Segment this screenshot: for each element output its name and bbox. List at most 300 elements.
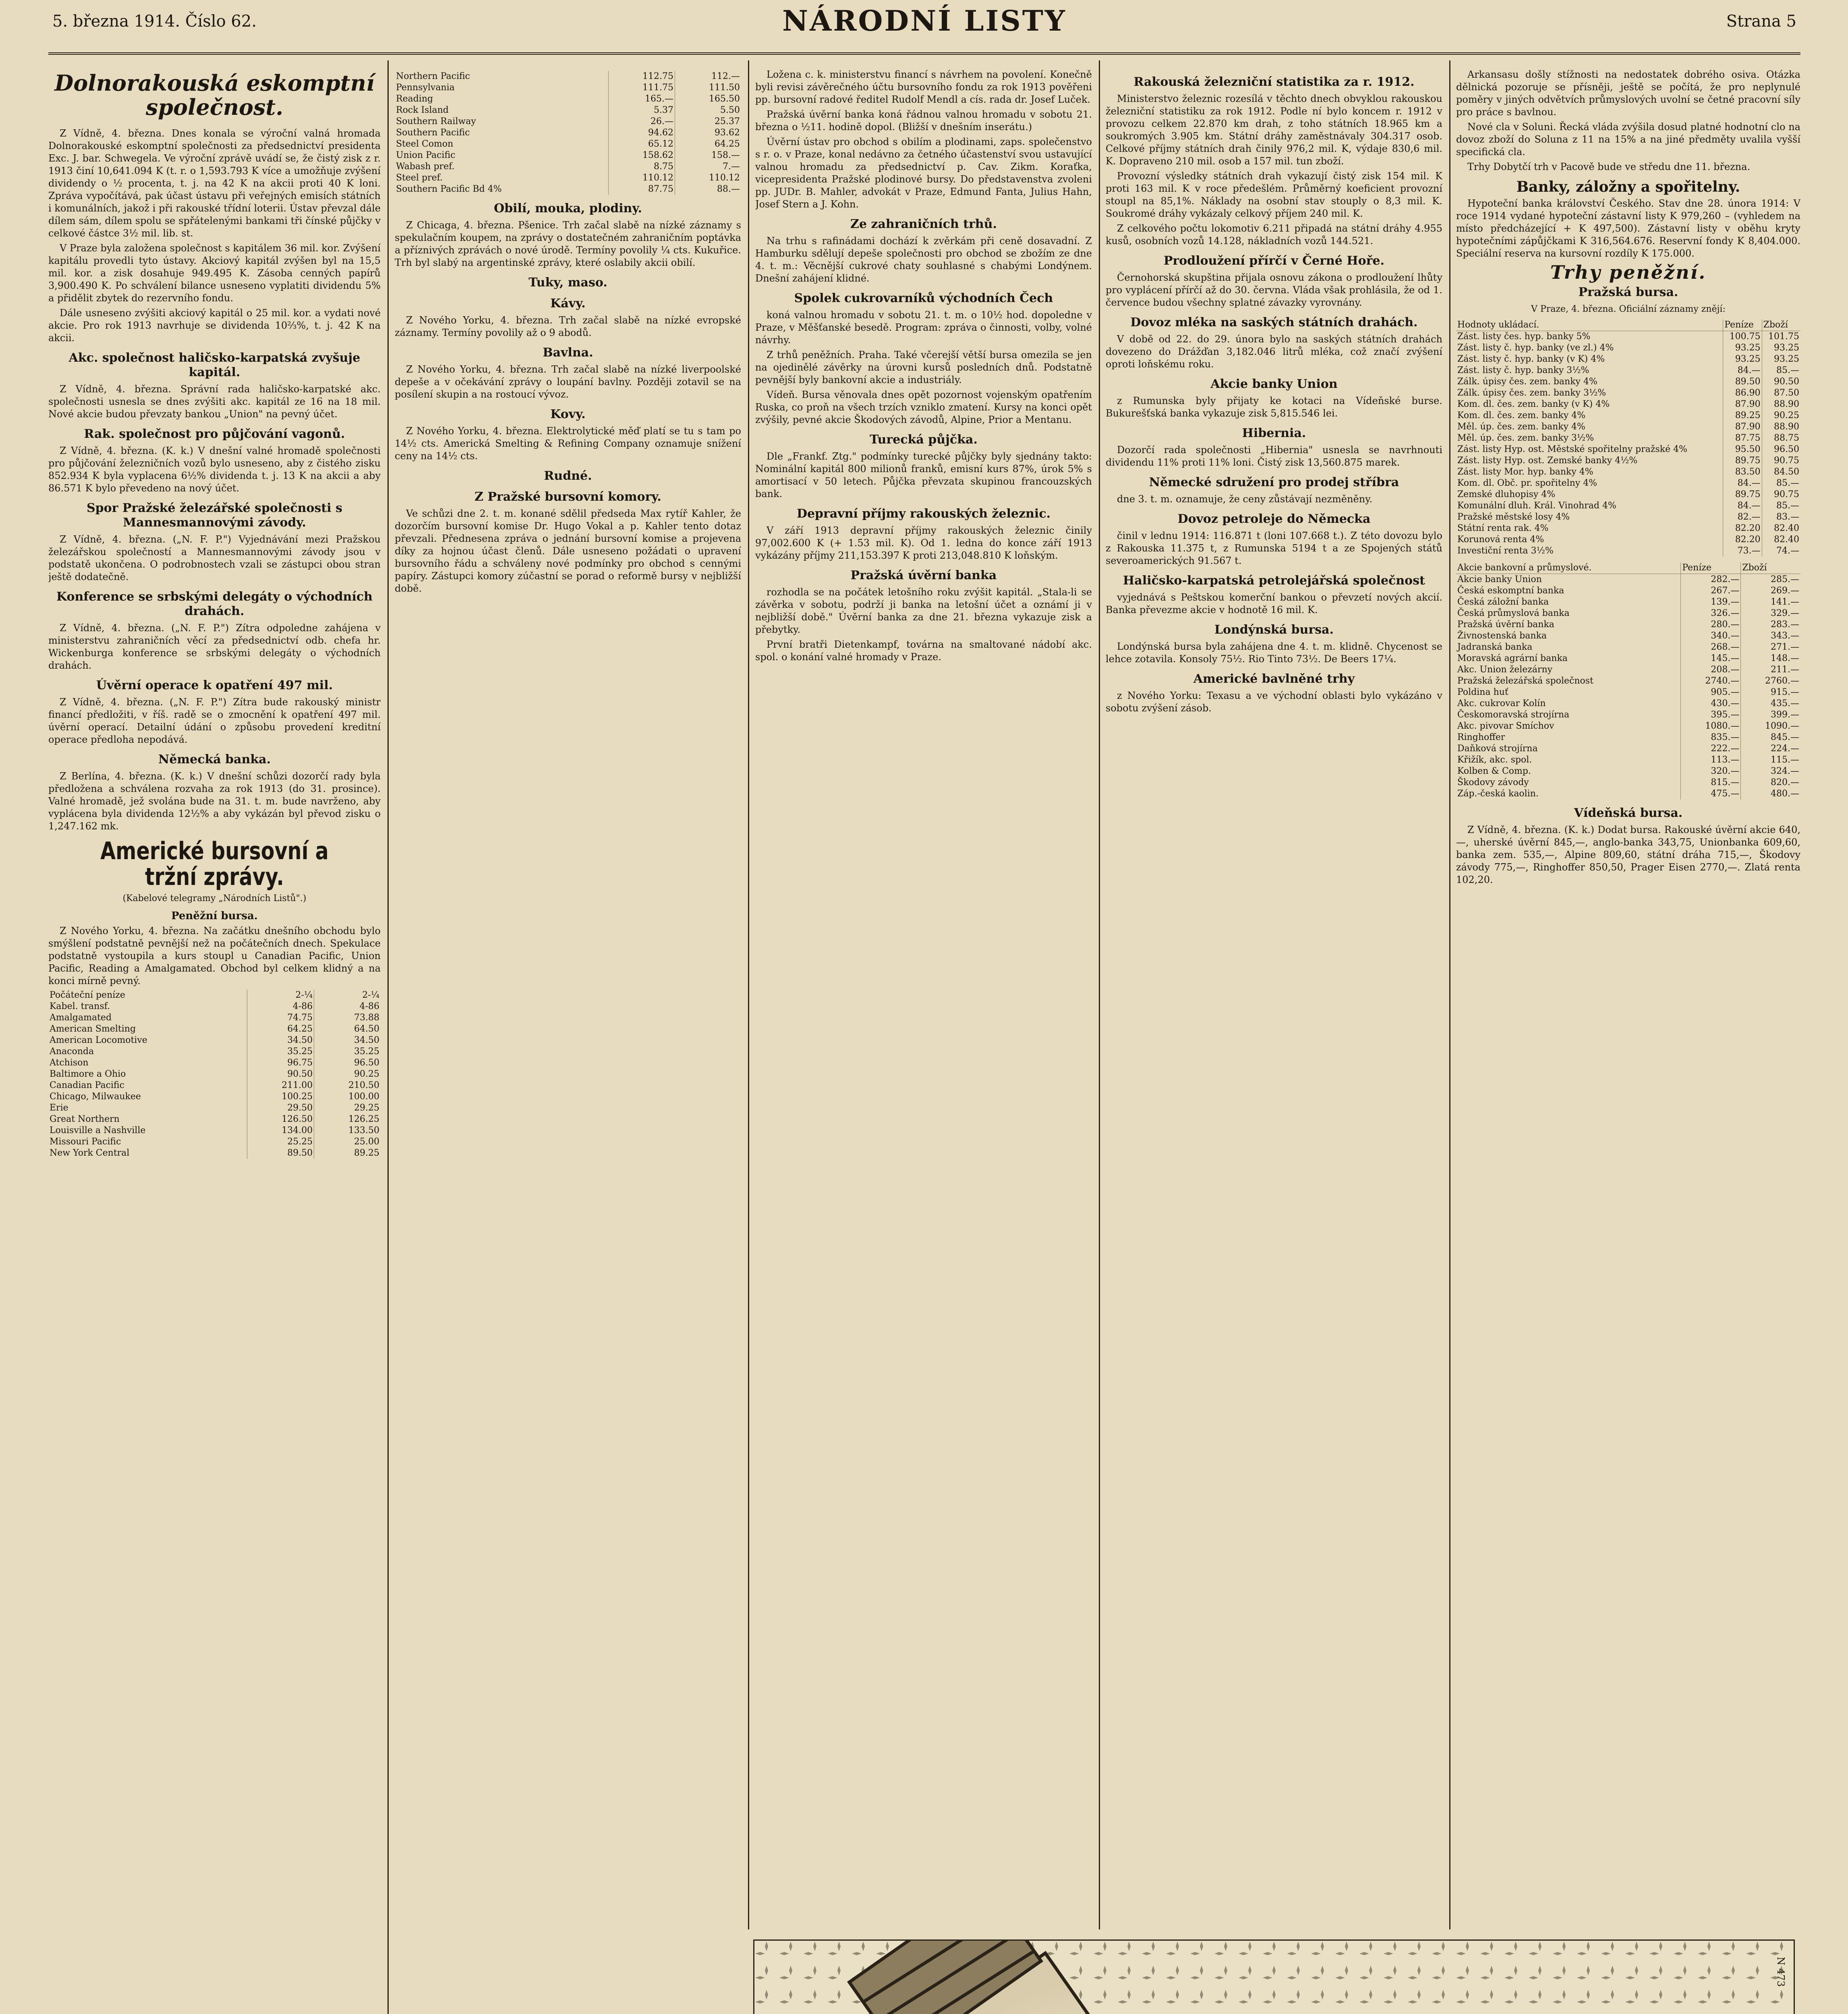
table-header: Peníze bbox=[1723, 319, 1762, 331]
article-headline: Rak. společnost pro půjčování vagonů. bbox=[84, 427, 345, 441]
column-3 bbox=[755, 68, 1092, 1929]
security-name-cell: Záp.-česká kaolin. bbox=[1456, 788, 1681, 800]
price-cell: 211.00 bbox=[247, 1080, 314, 1091]
price-cell: 85.— bbox=[1776, 478, 1799, 488]
security-name-cell: Wabash pref. bbox=[395, 161, 608, 172]
price-cell: 87.75 bbox=[608, 184, 675, 195]
article-text: Z celkového počtu lokomotiv 6.211 připadá na státní dráhy 4.955 kusů, osobních vozů 14.128, nákladních vozů 144.521. bbox=[1106, 223, 1442, 247]
price-cell: 112.75 bbox=[608, 71, 675, 82]
article-text: z Nového Yorku: Texasu a ve východní oblasti bylo vykázáno v sobotu zvýšení zásob. bbox=[1106, 690, 1442, 714]
price-cell: 84.— bbox=[1723, 365, 1762, 376]
price-cell: 148.— bbox=[1771, 653, 1799, 663]
price-cell: 326.— bbox=[1681, 608, 1741, 619]
article-headline: Haličsko-karpatská petrolejářská společnost bbox=[1123, 574, 1425, 588]
security-name-cell: Union Pacific bbox=[395, 150, 608, 161]
security-name-cell: Komunální dluh. Král. Vinohrad 4% bbox=[1456, 500, 1723, 512]
security-name-cell: Baltimore a Ohio bbox=[48, 1069, 247, 1080]
price-cell: 90.50 bbox=[247, 1069, 314, 1080]
table-row bbox=[48, 990, 381, 1001]
price-cell: 111.50 bbox=[709, 83, 740, 93]
table-row bbox=[1456, 523, 1800, 534]
article-headline: Depravní příjmy rakouských železnic. bbox=[796, 507, 1051, 521]
price-cell: 111.75 bbox=[608, 82, 675, 93]
security-name-cell: Southern Railway bbox=[395, 116, 608, 127]
section-subtitle: (Kabelové telegramy „Národních Listů".) bbox=[122, 893, 307, 903]
price-cell: 329.— bbox=[1771, 608, 1799, 618]
price-cell: 87.75 bbox=[1723, 433, 1762, 444]
security-name-cell: Korunová renta 4% bbox=[1456, 534, 1723, 545]
price-cell: 815.— bbox=[1681, 777, 1741, 788]
price-cell: 29.50 bbox=[247, 1102, 314, 1114]
price-cell: 285.— bbox=[1771, 574, 1799, 584]
price-cell: 100.25 bbox=[247, 1091, 314, 1102]
price-cell: 211.— bbox=[1771, 665, 1799, 675]
article-text: Dále usneseno zvýšiti akciový kapitál o 25 mil. kor. a vydati nové akcie. Pro rok 1913 navrhuje se dividenda 10⅔%, t. j. 42 K na akcii. bbox=[48, 307, 381, 344]
price-cell: 83.— bbox=[1776, 512, 1799, 522]
table-row bbox=[1456, 455, 1800, 466]
article-text: činil v lednu 1914: 116.871 t (loni 107.668 t.). Z této dovozu bylo z Rakouska 11.375 t, z Rumunska 5194 t a ze Spojených států severoamerických 91.567 t. bbox=[1106, 530, 1442, 566]
price-cell: 5.50 bbox=[720, 105, 740, 115]
table-row bbox=[1456, 687, 1800, 698]
price-cell: 100.75 bbox=[1723, 331, 1762, 343]
price-cell: 82.40 bbox=[1774, 523, 1799, 533]
article-text: Z Vídně, 4. března. (K. k.) Dodat bursa. Rakouské úvěrní akcie 640,—, uherské úvěrní 845,—, anglo-banka 343,75, Unionbanka 609,60, banka zem. 535,—, Alpine 809,60, státní dráha 715,—, Škodovy závody 775,—, Ringhoffer 850,50, Prager Eisen 2770,—. Zlatá renta 102,20. bbox=[1456, 824, 1800, 885]
table-row bbox=[1456, 766, 1800, 777]
table-header: Akcie bankovní a průmyslové. bbox=[1456, 562, 1681, 574]
article-text: Na trhu s rafinádami dochází k zvěrkám při ceně dosavadní. Z Hamburku sdělují depeše společnosti pro obchod se zbožím ze dne 4. t. m.: Věcnější cukrové chaty souhlasné s chabými Londýnem. Dnešní zahájení klidné. bbox=[755, 235, 1092, 284]
price-cell: 2740.— bbox=[1681, 675, 1741, 687]
security-name-cell: Northern Pacific bbox=[395, 71, 608, 82]
article-headline: Dovoz petroleje do Německa bbox=[1177, 512, 1371, 526]
price-cell: 399.— bbox=[1771, 710, 1799, 720]
table-row bbox=[1456, 630, 1800, 642]
table-header: Zboží bbox=[1762, 319, 1800, 331]
price-cell: 93.25 bbox=[1774, 343, 1799, 353]
price-cell: 4-86 bbox=[247, 1001, 314, 1012]
price-cell: 96.75 bbox=[247, 1057, 314, 1069]
security-name-cell: Zálk. úpisy čes. zem. banky 4% bbox=[1456, 376, 1723, 387]
price-cell: 208.— bbox=[1681, 664, 1741, 675]
security-name-cell: New York Central bbox=[48, 1148, 247, 1159]
price-cell: 93.25 bbox=[1723, 354, 1762, 365]
article-headline: Hibernia. bbox=[1242, 426, 1306, 440]
table-row bbox=[48, 1046, 381, 1057]
security-name-cell: Pennsylvania bbox=[395, 82, 608, 93]
price-cell: 340.— bbox=[1681, 630, 1741, 642]
security-name-cell: Zálk. úpisy čes. zem. banky 3½% bbox=[1456, 387, 1723, 399]
price-cell: 324.— bbox=[1771, 766, 1799, 776]
security-name-cell: Kolben & Comp. bbox=[1456, 766, 1681, 777]
table-row bbox=[1456, 376, 1800, 387]
column-4 bbox=[1106, 68, 1442, 1929]
price-cell: 158.— bbox=[711, 150, 740, 160]
price-cell: 90.50 bbox=[1774, 377, 1799, 387]
table-row bbox=[1456, 331, 1800, 343]
security-name-cell: Zást. listy č. hyp. banky 3½% bbox=[1456, 365, 1723, 376]
article-headline: Vídeňská bursa. bbox=[1574, 806, 1683, 820]
price-cell: 5.37 bbox=[608, 105, 675, 116]
table-row bbox=[1456, 444, 1800, 455]
page-number: Strana 5 bbox=[1726, 12, 1796, 31]
article-text: Provozní výsledky státních drah vykazují čistý zisk 154 mil. K proti 163 mil. K v roce předešlém. Průměrný koeficient provozní stoupl na 85,1%. Náklady na osobní stav stouply o 8,3 mil. K. Soukromé dráhy vykázaly celkový příjem 240 mil. K. bbox=[1106, 170, 1442, 219]
table-row bbox=[395, 139, 741, 150]
table-row bbox=[48, 1069, 381, 1080]
table-row bbox=[395, 82, 741, 93]
price-cell: 64.25 bbox=[715, 139, 740, 149]
security-name-cell: Zást. listy č. hyp. banky (v K) 4% bbox=[1456, 354, 1723, 365]
article-text: Z Vídně, 4. března. Dnes konala se výroční valná hromada Dolnorakouské eskomptní společnosti za předsednictví presidenta Exc. J. bar. Schwegela. Ve výroční zprávě uvádí se, že čistý zisk z r. 1913 činí 10,641.094 K (t. r. o 1,593.793 K více a umožňuje zvýšení dividendy o ½ procenta, t. j. na 42 K na akcii proti 40 K loni. Zpráva vypočítává, pak účast ústavu při veřejných emisích státních i komunálních, jakož i při rakouské třídní loterii. Ústav převzal dále dílem sám, dílem spolu se spřátelenými bankami tři čínské půjčky v celkové částce 3½ mil. lib. st. bbox=[48, 128, 381, 239]
security-name-cell: Zást. listy čes. hyp. banky 5% bbox=[1456, 331, 1723, 343]
column-rule bbox=[1099, 60, 1100, 1929]
security-name-cell: Jadranská banka bbox=[1456, 642, 1681, 653]
security-name-cell: Akc. cukrovar Kolín bbox=[1456, 698, 1681, 709]
price-cell: 95.50 bbox=[1723, 444, 1762, 455]
article-headline: Akc. společnost haličsko-karpatská zvyšuje kapitál. bbox=[68, 351, 360, 379]
table-row bbox=[395, 116, 741, 127]
price-cell: 88.90 bbox=[1774, 422, 1799, 432]
price-cell: 113.— bbox=[1681, 754, 1741, 766]
table-row bbox=[48, 1057, 381, 1069]
article-text: Z trhů peněžních. Praha. Také včerejší větší bursa omezila se jen na ojedinělé závěrky na úrovni kursů posledních dnů. Podstatně pevnější byly bankovní akcie a industriály. bbox=[755, 349, 1092, 385]
table-row bbox=[1456, 354, 1800, 365]
security-name-cell: Českomoravská strojírna bbox=[1456, 709, 1681, 721]
price-cell: 435.— bbox=[1771, 698, 1799, 709]
table-row bbox=[1456, 433, 1800, 444]
security-name-cell: Zást. listy Mor. hyp. banky 4% bbox=[1456, 466, 1723, 478]
price-cell: 35.25 bbox=[247, 1046, 314, 1057]
security-name-cell: Pražské městské losy 4% bbox=[1456, 512, 1723, 523]
table-row bbox=[1456, 545, 1800, 557]
price-cell: 64.25 bbox=[247, 1024, 314, 1035]
security-name-cell: Počáteční peníze bbox=[48, 990, 247, 1001]
table-row bbox=[1456, 777, 1800, 788]
table-row bbox=[48, 1136, 381, 1148]
price-cell: 83.50 bbox=[1723, 466, 1762, 478]
article-text: V Praze byla založena společnost s kapitálem 36 mil. kor. Zvýšení kapitálu provedli tyto ústavy. Akciový kapitál zvýšen byl na 15,5 mil. kor. a zisk dosahuje 949.495 K. Zásoba cenných papírů 3,900.490 K. Po schválení bilance usneseno vyplatiti dividendu 5% a přidělit zbytek do rezervního fondu. bbox=[48, 242, 381, 304]
article-text: Londýnská bursa byla zahájena dne 4. t. m. klidně. Chycenost se lehce zotavila. Konsoly 75½. Rio Tinto 73½. De Beers 17¼. bbox=[1106, 641, 1442, 665]
article-headline: Pražská bursa. bbox=[1578, 285, 1678, 299]
table-row bbox=[1456, 675, 1800, 687]
price-cell: 88.90 bbox=[1774, 399, 1799, 409]
security-name-cell: Atchison bbox=[48, 1057, 247, 1069]
security-name-cell: Kom. dl. čes. zem. banky (v K) 4% bbox=[1456, 399, 1723, 410]
article-text: vyjednává s Peštskou komerční bankou o převzetí nových akcií. Banka převezme akcie v hodnotě 16 mil. K. bbox=[1106, 592, 1442, 615]
table-row bbox=[1456, 597, 1800, 608]
ad-catalog-number: N 473 bbox=[1775, 1957, 1786, 1987]
article-text: Nové cla v Soluni. Řecká vláda zvýšila dosud platné hodnotní clo na dovoz zboží do Soluna z 11 na 15% a na jiné předměty uvalila vyšší specifická cla. bbox=[1456, 121, 1800, 157]
article-text: Z Nového Yorku, 4. března. Elektrolytické měď platí se tu s tam po 14½ cts. Americká Smelting & Refining Company oznamuje snížení ceny na 14½ cts. bbox=[395, 425, 741, 462]
security-name-cell: Kabel. transf. bbox=[48, 1001, 247, 1012]
article-text: Z Chicaga, 4. března. Pšenice. Trh začal slabě na nízké záznamy s spekulačním koupem, na zprávy o dostatečném zahraničním poptávka a příznivých zprávách o nové úrodě. Termíny povolily ¼ cts. Kukuřice. Trh byl slabý na argentinské zprávy, které oslabily akcii obilí. bbox=[395, 220, 741, 268]
price-cell: 145.— bbox=[1681, 653, 1741, 664]
security-name-cell: Daňková strojírna bbox=[1456, 743, 1681, 754]
article-headline: Ze zahraničních trhů. bbox=[850, 217, 997, 231]
article-text: Z Nového Yorku, 4. března. Trh začal slabě na nízké liverpoolské depeše a v očekávání zprávy o loupání bavlny. Později zotavil se na posílení skupin a na rostoucí vývoz. bbox=[395, 364, 741, 400]
table-row bbox=[1456, 399, 1800, 410]
price-cell: 64.50 bbox=[354, 1024, 379, 1034]
price-cell: 133.50 bbox=[348, 1125, 379, 1135]
table-row bbox=[1456, 342, 1800, 354]
price-cell: 2-¼ bbox=[362, 990, 379, 1000]
table-row bbox=[1456, 574, 1800, 586]
newspaper-title: NÁRODNÍ LISTY bbox=[782, 4, 1067, 37]
price-cell: 89.25 bbox=[1723, 410, 1762, 421]
column-1 bbox=[48, 68, 381, 2014]
security-name-cell: Canadian Pacific bbox=[48, 1080, 247, 1091]
table-row bbox=[1456, 721, 1800, 732]
column-rule bbox=[387, 60, 389, 2014]
table-row bbox=[1456, 642, 1800, 653]
column-5 bbox=[1456, 68, 1800, 1929]
price-cell: 84.— bbox=[1723, 478, 1762, 489]
article-headline: Dolnorakouská eskomptní společnost. bbox=[54, 70, 375, 120]
section-title: Trhy peněžní. bbox=[1550, 261, 1707, 283]
price-cell: 74.75 bbox=[247, 1012, 314, 1024]
price-cell: 89.50 bbox=[1723, 376, 1762, 387]
table-row bbox=[395, 150, 741, 161]
price-cell: 89.50 bbox=[247, 1148, 314, 1159]
article-text: Úvěrní ústav pro obchod s obilím a plodinami, zaps. společenstvo s r. o. v Praze, konal nedávno za četného účastenství svou ustavující valnou hromadu za předsednictví p. Cav. Zikm. Koraťka, vicepresidenta Pražské plodinové bursy. Do představenstva zvoleni pp. JUDr. B. Mahler, advokát v Praze, Edmund Fanta, Julius Hahn, Josef Stern a J. Kohn. bbox=[755, 136, 1092, 210]
security-name-cell: Česká průmyslová banka bbox=[1456, 608, 1681, 619]
price-cell: 835.— bbox=[1681, 732, 1741, 743]
table-row bbox=[48, 1012, 381, 1024]
issue-date: 5. března 1914. Číslo 62. bbox=[52, 12, 257, 31]
price-cell: 26.— bbox=[608, 116, 675, 127]
price-cell: 65.12 bbox=[608, 139, 675, 150]
price-cell: 84.50 bbox=[1774, 467, 1799, 477]
table-row bbox=[1456, 500, 1800, 512]
table-row bbox=[1456, 534, 1800, 545]
article-headline: Úvěrní operace k opatření 497 mil. bbox=[96, 678, 333, 692]
price-cell: 267.— bbox=[1681, 585, 1741, 597]
price-cell: 35.25 bbox=[354, 1046, 379, 1057]
stock-table bbox=[48, 990, 381, 1159]
price-cell: 100.00 bbox=[348, 1092, 379, 1102]
price-cell: 283.— bbox=[1771, 620, 1799, 630]
price-cell: 94.62 bbox=[608, 127, 675, 139]
price-cell: 87.50 bbox=[1774, 388, 1799, 398]
security-name-cell: Southern Pacific Bd 4% bbox=[395, 184, 608, 195]
price-cell: 280.— bbox=[1681, 619, 1741, 630]
price-cell: 126.50 bbox=[247, 1114, 314, 1125]
security-name-cell: Zást. listy Hyp. ost. Zemské banky 4½% bbox=[1456, 455, 1723, 466]
price-cell: 269.— bbox=[1771, 586, 1799, 596]
price-cell: 34.50 bbox=[247, 1035, 314, 1046]
security-name-cell: Státní renta rak. 4% bbox=[1456, 523, 1723, 534]
price-cell: 110.12 bbox=[608, 172, 675, 184]
price-cell: 96.50 bbox=[1774, 444, 1799, 454]
table-row bbox=[48, 1035, 381, 1046]
security-name-cell: Great Northern bbox=[48, 1114, 247, 1125]
table-row bbox=[1456, 788, 1800, 800]
price-cell: 210.50 bbox=[348, 1080, 379, 1090]
security-name-cell: Anaconda bbox=[48, 1046, 247, 1057]
article-text: Pražská úvěrní banka koná řádnou valnou hromadu v sobotu 21. března o ½11. hodině dopol. (Bližší v dnešním inserátu.) bbox=[755, 109, 1092, 133]
security-name-cell: Škodovy závody bbox=[1456, 777, 1681, 788]
article-text: Z Nového Yorku, 4. března. Trh začal slabě na nízké evropské záznamy. Termíny povolily až o 9 abodů. bbox=[395, 315, 741, 338]
article-text: Z Vídně, 4. března. („N. F. P.") Zítra odpoledne zahájena v ministerstvu zahraničních věcí za předsednictví odb. chefa hr. Wickenburga konference se srbskými delegáty o východních drahách. bbox=[48, 622, 381, 671]
security-name-cell: Investiční renta 3½% bbox=[1456, 545, 1723, 557]
table-row bbox=[48, 1102, 381, 1114]
price-cell: 90.75 bbox=[1774, 456, 1799, 466]
article-text: z Rumunska byly přijaty ke kotaci na Vídeňské burse. Bukurešťská banka vykazuje zisk 5,815.546 lei. bbox=[1106, 395, 1442, 419]
table-row bbox=[48, 1080, 381, 1091]
price-cell: 224.— bbox=[1771, 744, 1799, 754]
table-row bbox=[1456, 743, 1800, 754]
table-row bbox=[1456, 653, 1800, 664]
price-cell: 86.90 bbox=[1723, 387, 1762, 399]
article-text: Vídeň. Bursa věnovala dnes opět pozornost vojenským opatřením Ruska, co proň na všech trzích vzniklo zmatení. Kursy na konci opět zvýšily, pevné akcie Škodových závodů, Alpine, Prior a Mentanu. bbox=[755, 389, 1092, 425]
table-row bbox=[395, 93, 741, 105]
price-cell: 87.90 bbox=[1723, 399, 1762, 410]
article-headline: Konference se srbskými delegáty o východních drahách. bbox=[56, 590, 373, 618]
article-text: Arkansasu došly stížnosti na nedostatek dobrého osiva. Otázka dělnická pozoruje se přísněji, ještě se počítá, že pro neplynulé poměry v jiných odvětvích průmyslových uvolní se četné pracovní síly pro práce s bavlnou. bbox=[1456, 69, 1800, 118]
security-name-cell: Amalgamated bbox=[48, 1012, 247, 1024]
article-text: Ministerstvo železnic rozesílá v těchto dnech obvyklou rakouskou železniční statistiku za rok 1912. Podle ní bylo koncem r. 1912 v provozu celkem 22.870 km drah, z toho státních 18.965 km a soukromých 3.905 km. Státní dráhy zaměstnávaly 304.317 osob. Celkové příjmy státních drah činily 976,2 mil. K, výdaje 830,6 mil. K. Dopraveno 210 mil. osob a 157 mil. tun zboží. bbox=[1106, 93, 1442, 167]
table-row bbox=[48, 1148, 381, 1159]
price-cell: 110.12 bbox=[709, 173, 740, 183]
security-name-cell: Steel pref. bbox=[395, 172, 608, 184]
article-headline: Pražská úvěrní banka bbox=[850, 568, 997, 582]
stock-table bbox=[395, 71, 741, 195]
table-row bbox=[395, 71, 741, 82]
price-cell: 90.25 bbox=[354, 1069, 379, 1079]
price-cell: 85.— bbox=[1776, 501, 1799, 511]
security-name-cell: Ringhoffer bbox=[1456, 732, 1681, 743]
price-cell: 93.25 bbox=[1723, 342, 1762, 354]
price-cell: 85.— bbox=[1776, 365, 1799, 375]
article-text: První bratři Dietenkampf, továrna na smaltované nádobí akc. spol. o konání valné hromady v Praze. bbox=[755, 639, 1092, 663]
price-cell: 112.— bbox=[711, 71, 740, 81]
price-cell: 84.— bbox=[1723, 500, 1762, 512]
price-cell: 25.00 bbox=[354, 1137, 379, 1147]
table-row bbox=[1456, 664, 1800, 675]
article-headline: Akcie banky Union bbox=[1210, 377, 1338, 391]
security-name-cell: Missouri Pacific bbox=[48, 1136, 247, 1148]
article-text: rozhodla se na počátek letošního roku zvýšit kapitál. „Stala-li se závěrka v sobotu, podrží ji banka na letošní účet a oznámí ji v nejbližší době." Úvěrní banka za dne 21. března vykazuje zisk a přebytky. bbox=[755, 586, 1092, 635]
price-cell: 845.— bbox=[1771, 732, 1799, 742]
article-headline: Americké bavlněné trhy bbox=[1193, 672, 1355, 686]
table-row bbox=[1456, 512, 1800, 523]
price-cell: 82.— bbox=[1723, 512, 1762, 523]
price-cell: 475.— bbox=[1681, 788, 1741, 800]
price-cell: 90.75 bbox=[1774, 489, 1799, 499]
price-cell: 89.75 bbox=[1723, 455, 1762, 466]
article-headline: Obilí, mouka, plodiny. bbox=[494, 201, 642, 215]
price-cell: 73.88 bbox=[354, 1013, 379, 1023]
price-cell: 88.— bbox=[717, 184, 740, 194]
table-row bbox=[48, 1091, 381, 1102]
article-headline: Prodloužení přírčí v Černé Hoře. bbox=[1163, 254, 1385, 268]
price-cell: 905.— bbox=[1681, 687, 1741, 698]
article-text: Ložena c. k. ministerstvu financí s návrhem na povolení. Konečně byli revisi závěrečného účtu bursovního fondu za rok 1913 pověřeni pp. bursovní radové ředitel Rudolf Mendl a cís. rada dr. Josef Luček. bbox=[755, 69, 1092, 105]
article-headline: Spor Pražské železářské společnosti s Mannesmannovými závody. bbox=[87, 501, 342, 530]
security-name-cell: Rock Island bbox=[395, 105, 608, 116]
security-name-cell: Moravská agrární banka bbox=[1456, 653, 1681, 664]
price-cell: 320.— bbox=[1681, 766, 1741, 777]
lightbulb-illustration bbox=[754, 1941, 1794, 2014]
table-row bbox=[48, 1024, 381, 1035]
column-rule bbox=[1449, 60, 1450, 1929]
price-cell: 25.25 bbox=[247, 1136, 314, 1148]
security-name-cell: Reading bbox=[395, 93, 608, 105]
price-cell: 480.— bbox=[1771, 789, 1799, 799]
price-cell: 126.25 bbox=[348, 1114, 379, 1124]
article-text: Z Vídně, 4. března. („N. F. P.") Zítra bude rakouský ministr financí předložiti, v říš. radě se o zmocnění k opatření 497 mil. úvěrní operací. Detailní údání o způsobu provedení kreditní operace předloha nepodává. bbox=[48, 696, 381, 745]
article-headline: Rakouská železniční statistika za r. 1912. bbox=[1133, 75, 1415, 89]
security-name-cell: Louisville a Nashville bbox=[48, 1125, 247, 1136]
table-row bbox=[1456, 466, 1800, 478]
article-text: Z Vídně, 4. března. (K. k.) V dnešní valné hromadě společnosti pro půjčování železničních vozů bylo usneseno, aby z čistého zisku 852.934 K byla vyplacena 6½% dividenda t. j. 13 K na akcii a aby 86.571 K bylo převedeno na nový účet. bbox=[48, 445, 381, 494]
price-cell: 1080.— bbox=[1681, 721, 1741, 732]
article-headline: Banky, záložny a spořitelny. bbox=[1516, 178, 1740, 195]
security-name-cell: Pražská úvěrní banka bbox=[1456, 619, 1681, 630]
article-headline: Rudné. bbox=[544, 469, 592, 483]
price-cell: 89.25 bbox=[354, 1148, 379, 1158]
price-cell: 268.— bbox=[1681, 642, 1741, 653]
security-name-cell: Měl. úp. čes. zem. banky 4% bbox=[1456, 421, 1723, 433]
security-name-cell: Pražská železářská společnost bbox=[1456, 675, 1681, 687]
security-name-cell: Kom. dl. čes. zem. banky 4% bbox=[1456, 410, 1723, 421]
price-cell: 115.— bbox=[1771, 755, 1799, 765]
price-cell: 820.— bbox=[1771, 777, 1799, 787]
price-cell: 93.25 bbox=[1774, 354, 1799, 364]
price-cell: 2760.— bbox=[1765, 676, 1799, 686]
article-subtitle: V Praze, 4. března. Oficiální záznamy znějí: bbox=[1531, 304, 1726, 314]
table-row bbox=[1456, 754, 1800, 766]
table-row bbox=[48, 1114, 381, 1125]
article-text: Trhy Dobytčí trh v Pacově bude ve středu dne 11. března. bbox=[1467, 161, 1751, 172]
security-name-cell: Southern Pacific bbox=[395, 127, 608, 139]
column-rule bbox=[748, 60, 749, 1929]
article-text: koná valnou hromadu v sobotu 21. t. m. o 10½ hod. dopoledne v Praze, v Měšťanské besedě. Program: zpráva o činnosti, volby, volné návrhy. bbox=[755, 309, 1092, 346]
osram-advertisement bbox=[753, 1939, 1795, 2014]
price-cell: 430.— bbox=[1681, 698, 1741, 709]
table-row bbox=[395, 172, 741, 184]
article-text: Dle „Frankf. Ztg." podmínky turecké půjčky byly sjednány takto: Nominální kapitál 800 milionů franků, emisní kurs 87%, úrok 5% s amortisací v 50 letech. Půjčka převzata skupinou francouzských bank. bbox=[755, 451, 1092, 499]
price-cell: 34.50 bbox=[354, 1035, 379, 1045]
article-text: Z Vídně, 4. března. („N. F. P.") Vyjednávání mezi Pražskou železářskou společností a Mannesmannovými závody jsou v podstatě ukončena. O podrobnostech vzali se zástupci obou stran ještě dodatečně. bbox=[48, 534, 381, 582]
price-cell: 101.75 bbox=[1768, 332, 1799, 342]
column-2 bbox=[395, 68, 741, 1929]
price-cell: 1090.— bbox=[1765, 721, 1799, 731]
article-text: dne 3. t. m. oznamuje, že ceny zůstávají nezměněny. bbox=[1117, 493, 1373, 505]
article-headline: Bavlna. bbox=[543, 346, 593, 360]
price-cell: 139.— bbox=[1681, 597, 1741, 608]
price-cell: 73.— bbox=[1723, 545, 1762, 557]
price-cell: 141.— bbox=[1771, 597, 1799, 607]
table-row bbox=[48, 1001, 381, 1012]
article-headline: Německá banka. bbox=[158, 752, 271, 767]
article-text: V září 1913 depravní příjmy rakouských železnic činily 97,002.600 K (+ 1.53 mil. K). Od 1. ledna do konce září 1913 vykázány příjmy 211,153.397 K proti 213,048.810 K loňským. bbox=[755, 525, 1092, 561]
table-row bbox=[1456, 585, 1800, 597]
security-name-cell: Akcie banky Union bbox=[1456, 574, 1681, 586]
price-cell: 7.— bbox=[723, 162, 740, 172]
table-row bbox=[395, 184, 741, 195]
security-name-cell: Chicago, Milwaukee bbox=[48, 1091, 247, 1102]
table-row bbox=[1456, 619, 1800, 630]
security-name-cell: Česká záložní banka bbox=[1456, 597, 1681, 608]
security-name-cell: Akc. pivovar Smíchov bbox=[1456, 721, 1681, 732]
article-headline: Dovoz mléka na saských státních drahách. bbox=[1130, 315, 1418, 329]
price-cell: 87.90 bbox=[1723, 421, 1762, 433]
article-headline: Z Pražské bursovní komory. bbox=[474, 490, 661, 504]
table-row bbox=[1456, 732, 1800, 743]
bond-table bbox=[1456, 319, 1800, 557]
article-headline: Peněžní bursa. bbox=[171, 910, 258, 922]
table-row bbox=[1456, 387, 1800, 399]
article-text: Z Vídně, 4. března. Správní rada haličsko-karpatské akc. společnosti usnesla se dnes zvýšiti akc. kapitál ze 16 na 18 mil. Nové akcie budou převzaty bankou „Union" na pevný účet. bbox=[48, 383, 381, 420]
